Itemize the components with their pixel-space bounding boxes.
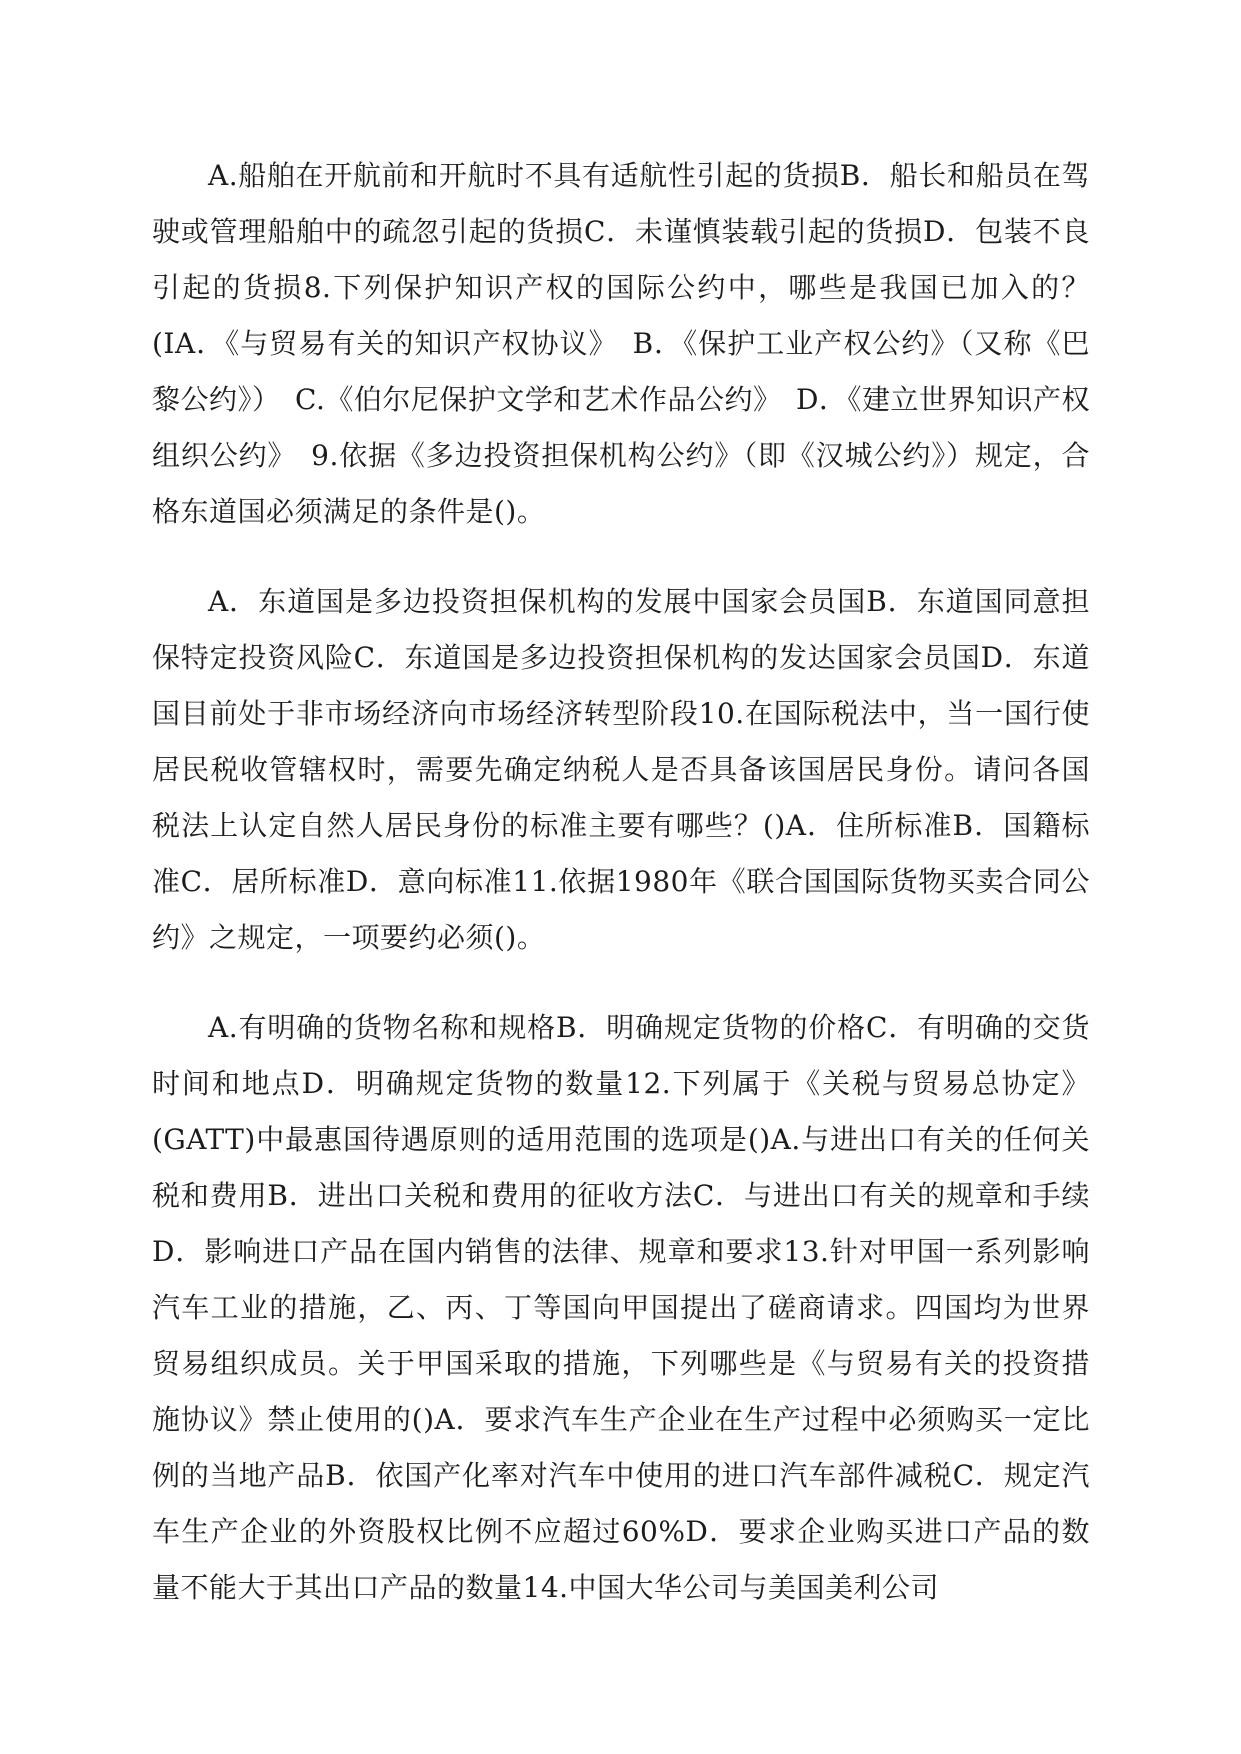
paragraph: A．东道国是多边投资担保机构的发展中国家会员国B．东道国同意担保特定投资风险C．东道国是多边投资担保机构的发达国家会员国D．东道国目前处于非市场经济向市场经济转型阶段10.在国际税法中，当一国行使居民税收管辖权时，需要先确定纳税人是否具备该国居民身份。请问各国税法上认定自然人居民身份的标准主要有哪些？()A．住所标准B．国籍标准C．居所标准D．意向标准11.依据1980年《联合国国际货物买卖合同公约》之规定，一项要约必须()。 — [152, 585, 1090, 954]
paragraph: A.船舶在开航前和开航时不具有适航性引起的货损B．船长和船员在驾驶或管理船舶中的疏忽引起的货损C．未谨慎装载引起的货损D．包装不良引起的货损8.下列保护知识产权的国际公约中，哪些是我国已加入的？(IA．《与贸易有关的知识产权协议》 B．《保护工业产权公约》（又称《巴黎公约》） C.《伯尔尼保护文学和艺术作品公约》 D．《建立世界知识产权组织公约》 9.依据《多边投资担保机构公约》（即《汉城公约》）规定，合格东道国必须满足的条件是()。 — [152, 159, 1090, 528]
document-body — [152, 148, 1090, 1650]
paragraph: A.有明确的货物名称和规格B．明确规定货物的价格C．有明确的交货时间和地点D．明确规定货物的数量12.下列属于《关税与贸易总协定》(GATT)中最惠国待遇原则的适用范围的选项是()A.与进出口有关的任何关税和费用B．进出口关税和费用的征收方法C．与进出口有关的规章和手续D．影响进口产品在国内销售的法律、规章和要求13.针对甲国一系列影响汽车工业的措施，乙、丙、丁等国向甲国提出了磋商请求。四国均为世界贸易组织成员。关于甲国采取的措施，下列哪些是《与贸易有关的投资措施协议》禁止使用的()A．要求汽车生产企业在生产过程中必须购买一定比例的当地产品B．依国产化率对汽车中使用的进口汽车部件减税C．规定汽车生产企业的外资股权比例不应超过60%D．要求企业购买进口产品的数量不能大于其出口产品的数量14.中国大华公司与美国美利公司 — [152, 1011, 1090, 1604]
